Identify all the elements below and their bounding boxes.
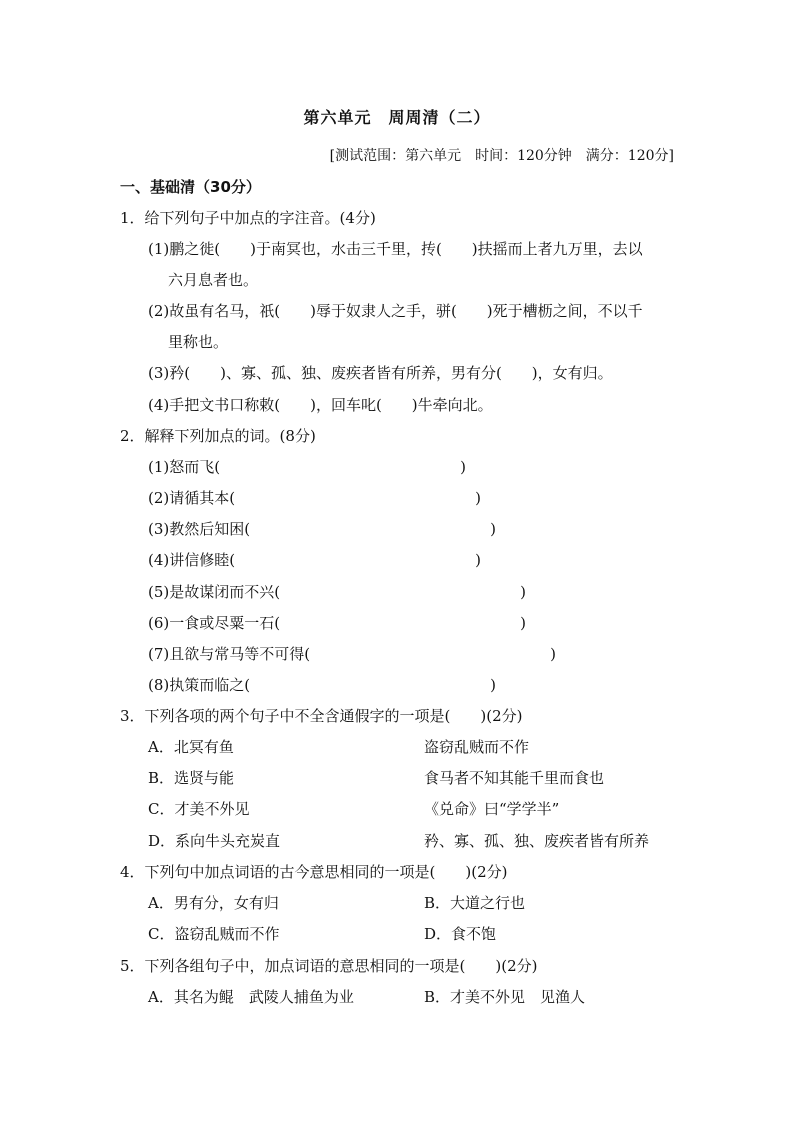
q4-option-b: B．大道之行也 (424, 894, 526, 912)
q3-option-d-right: 矜、寡、孤、独、废疾者皆有所养 (424, 832, 650, 850)
q4-option-d: D．食不饱 (424, 925, 497, 943)
question-3-stem: 3．下列各项的两个句子中不全含通假字的一项是( )(2分) (120, 707, 523, 725)
q2-item: (1)怒而飞( ) (148, 458, 466, 476)
q3-option-b-right: 食马者不知其能千里而食也 (424, 769, 605, 787)
q2-item: (8)执策而临之( ) (148, 676, 496, 694)
q2-item: (3)教然后知困( ) (148, 520, 496, 538)
section-heading: 一、基础清（30分） (120, 178, 261, 196)
q2-item: (5)是故谋闭而不兴( ) (148, 583, 526, 601)
q1-sentence-1-cont: 六月息者也。 (168, 271, 259, 289)
page-title: 第六单元 周周清（二） (303, 108, 491, 127)
q1-sentence-1: (1)鹏之徙( )于南冥也，水击三千里，抟( )扶摇而上者九万里，去以 (148, 240, 643, 258)
q5-option-b: B．才美不外见 见渔人 (424, 988, 586, 1006)
q2-item: (2)请循其本( ) (148, 489, 481, 507)
q2-item: (7)且欲与常马等不可得( ) (148, 645, 556, 663)
q2-item: (6)一食或尽粟一石( ) (148, 614, 526, 632)
q3-option-b-left: B．选贤与能 (148, 769, 235, 787)
question-2-stem: 2．解释下列加点的词。(8分) (120, 427, 316, 445)
question-1-stem: 1．给下列句子中加点的字注音。(4分) (120, 209, 376, 227)
q4-option-c: C．盗窃乱贼而不作 (148, 925, 280, 943)
question-4-stem: 4．下列句中加点词语的古今意思相同的一项是( )(2分) (120, 863, 508, 881)
q3-option-c-right: 《兑命》曰“学学半” (424, 800, 560, 818)
q2-item: (4)讲信修睦( ) (148, 551, 481, 569)
question-5-stem: 5．下列各组句子中，加点词语的意思相同的一项是( )(2分) (120, 957, 538, 975)
q3-option-a-right: 盗窃乱贼而不作 (424, 738, 530, 756)
q1-sentence-4: (4)手把文书口称敕( )，回车叱( )牛牵向北。 (148, 396, 493, 414)
q1-sentence-3: (3)矜( )、寡、孤、独、废疾者皆有所养，男有分( )，女有归。 (148, 364, 613, 382)
q1-sentence-2-cont: 里称也。 (168, 333, 229, 351)
test-scope-info: [测试范围：第六单元 时间：120分钟 满分：120分] (329, 148, 674, 164)
q1-sentence-2: (2)故虽有名马，祇( )辱于奴隶人之手，骈( )死于槽枥之间，不以千 (148, 302, 643, 320)
q3-option-d-left: D．系向牛头充炭直 (148, 832, 281, 850)
q4-option-a: A．男有分，女有归 (148, 894, 279, 912)
q3-option-c-left: C．才美不外见 (148, 800, 250, 818)
q5-option-a: A．其名为鲲 武陵人捕鱼为业 (148, 988, 354, 1006)
q3-option-a-left: A．北冥有鱼 (148, 738, 234, 756)
